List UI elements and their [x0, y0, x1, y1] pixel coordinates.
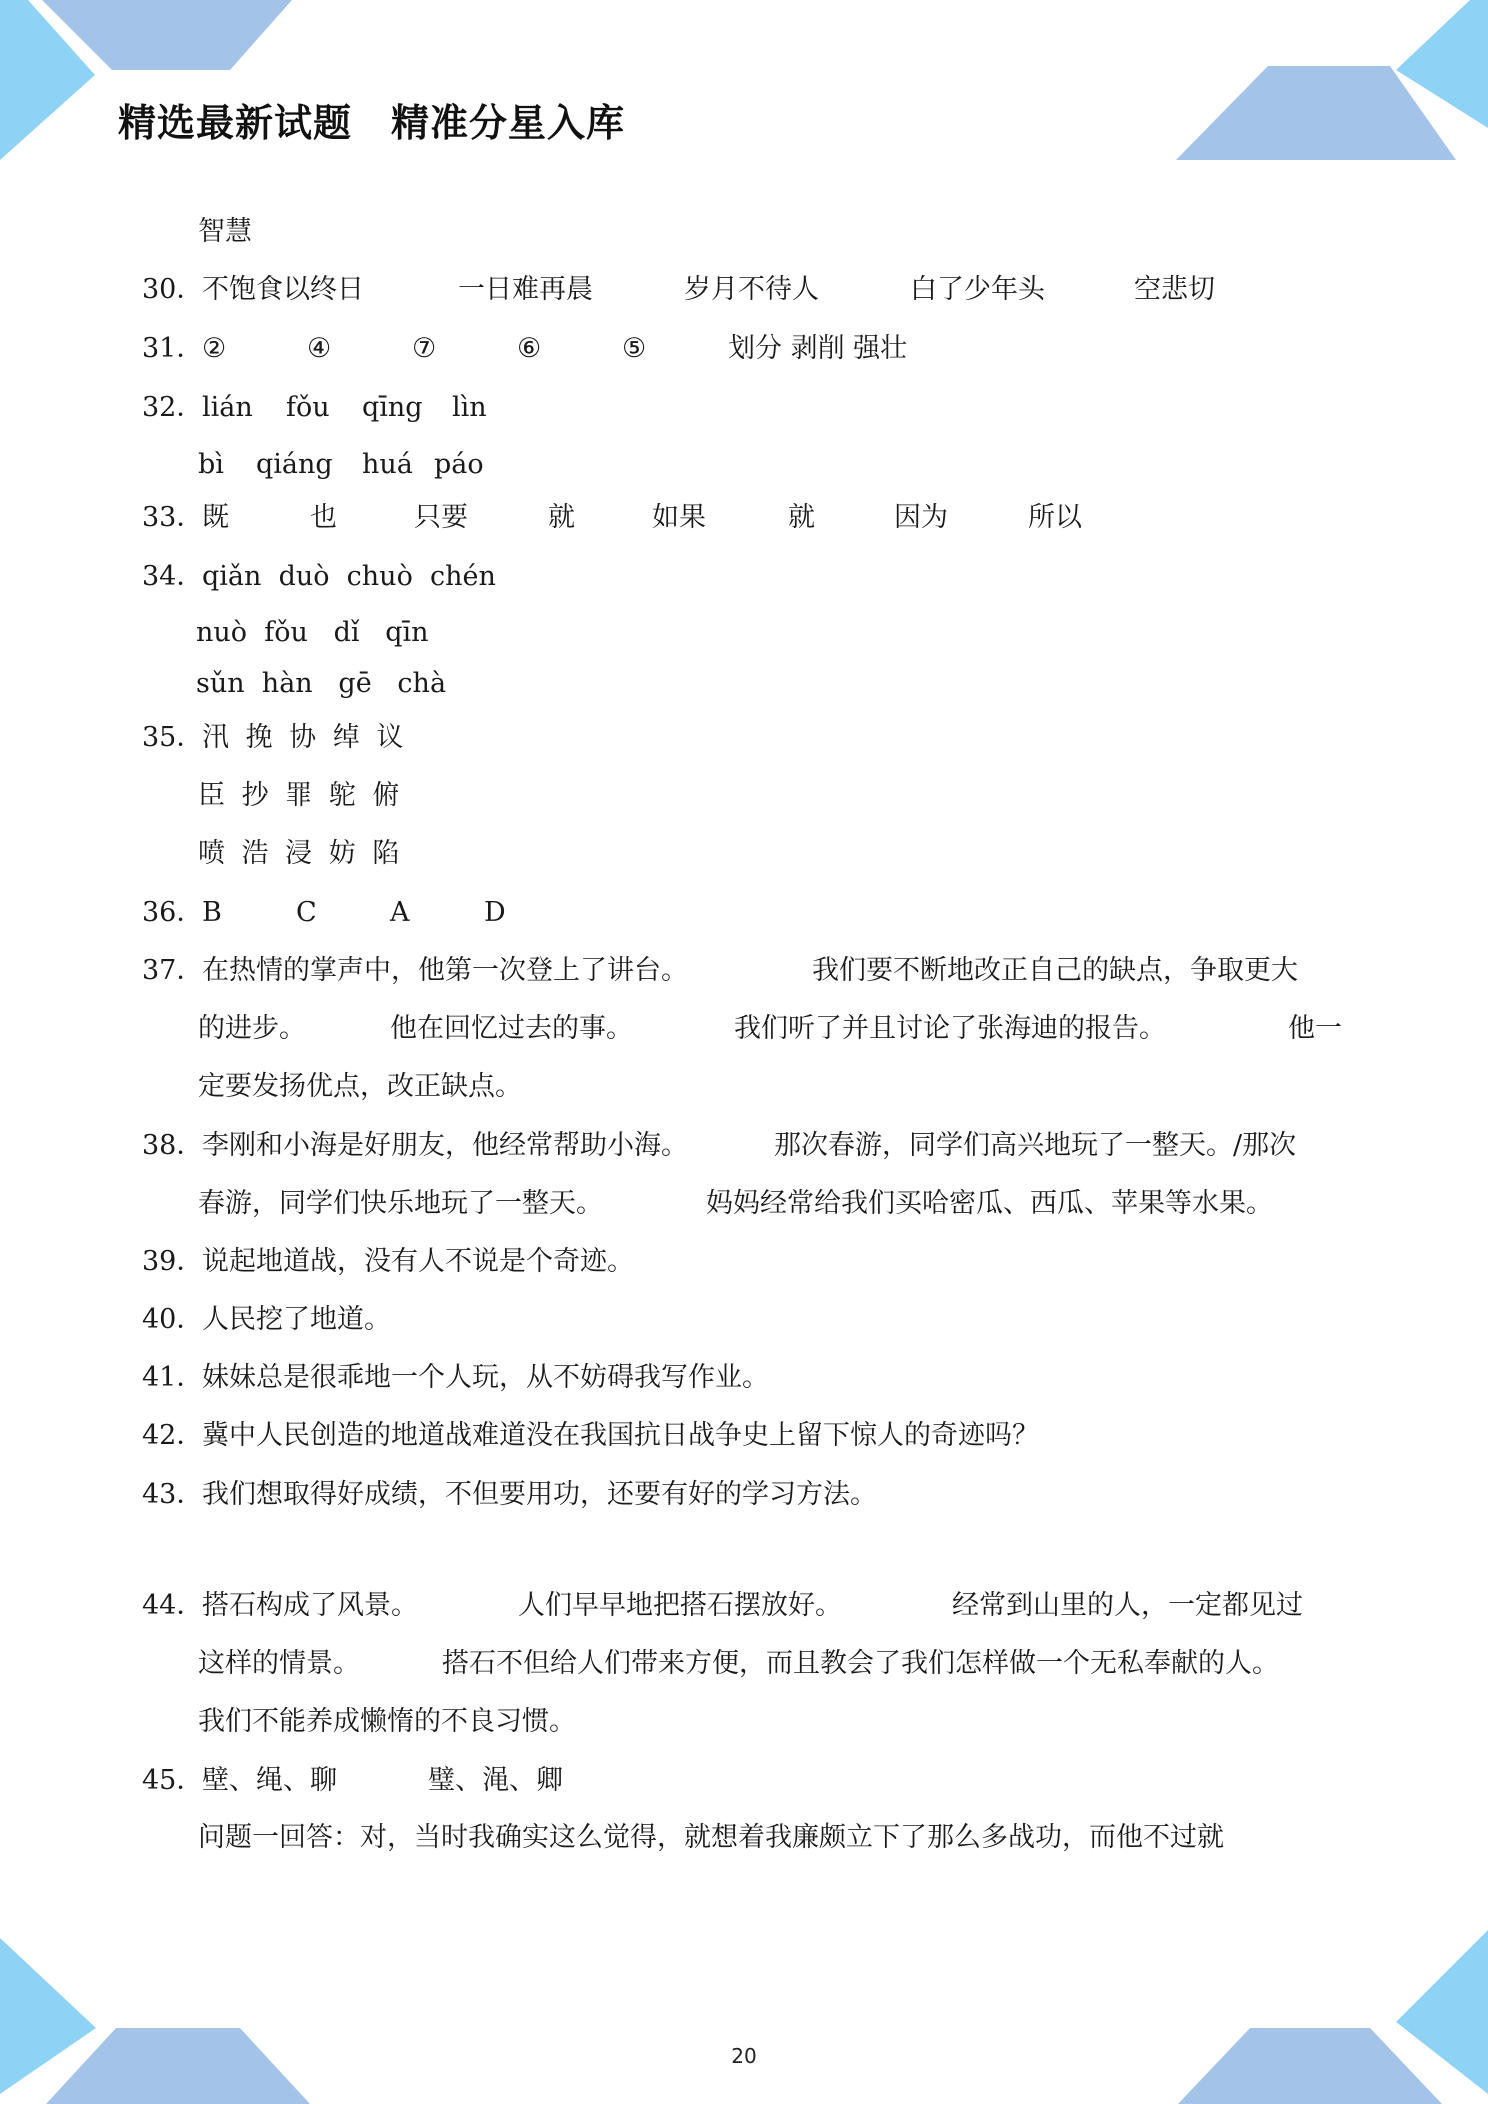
answer-item: 妈妈经常给我们买哈密瓜、西瓜、苹果等水果。 [706, 1188, 1273, 1219]
answer-item: 只要 [414, 502, 468, 533]
answer-item: 岁月不待人 [684, 274, 819, 305]
answer-item: 就 [548, 502, 575, 533]
answer-item: 这样的情景。 [198, 1648, 360, 1679]
answer-item: nuò fǒu dǐ qīn [196, 617, 429, 648]
answer-item: 就 [788, 502, 815, 533]
answer-item: A [390, 897, 410, 928]
answer-item: ⑦ [412, 333, 437, 364]
answer-item: 人们早早地把搭石摆放好。 [518, 1590, 842, 1621]
question-number: 39． [142, 1246, 204, 1277]
question-number: 43． [142, 1479, 204, 1510]
answer-item: 问题一回答：对，当时我确实这么觉得，就想着我廉颇立下了那么多战功，而他不过就 [198, 1822, 1224, 1853]
answer-item: 壁、绳、聊 [202, 1765, 337, 1796]
answer-item: 说起地道战，没有人不说是个奇迹。 [202, 1246, 634, 1277]
answer-item: B [202, 897, 222, 928]
answer-item: 那次春游，同学们高兴地玩了一整天。/那次 [774, 1130, 1297, 1161]
answer-item: 妹妹总是很乖地一个人玩，从不妨碍我写作业。 [202, 1362, 769, 1393]
answer-item: 所以 [1028, 502, 1082, 533]
answer-item: 搭石不但给人们带来方便，而且教会了我们怎样做一个无私奉献的人。 [442, 1648, 1279, 1679]
answer-item: fǒu [286, 392, 330, 423]
answer-item: qiáng [256, 449, 333, 480]
question-number: 38． [142, 1130, 204, 1161]
answer-item: 汛 挽 协 绰 议 [202, 722, 408, 753]
question-number: 34． [142, 561, 204, 592]
answer-item: 一日难再晨 [458, 274, 593, 305]
answer-item: 人民挖了地道。 [202, 1304, 391, 1335]
question-number: 32． [142, 392, 204, 423]
page-number: 20 [731, 2044, 757, 2068]
answer-item: ⑥ [517, 333, 542, 364]
answer-item: 如果 [652, 502, 706, 533]
answer-item: 搭石构成了风景。 [202, 1590, 418, 1621]
answer-item: huá [362, 449, 413, 480]
answer-item: ② [202, 333, 227, 364]
answer-item: 李刚和小海是好朋友，他经常帮助小海。 [202, 1130, 688, 1161]
question-number: 35． [142, 722, 204, 753]
answer-item: sǔn hàn gē chà [196, 668, 447, 699]
question-number: 36． [142, 897, 204, 928]
answer-item: 定要发扬优点，改正缺点。 [198, 1071, 522, 1102]
answer-item: C [296, 897, 317, 928]
question-number: 45． [142, 1765, 204, 1796]
answer-item: ④ [307, 333, 332, 364]
answer-item: 我们不能养成懒惰的不良习惯。 [198, 1706, 576, 1737]
answer-item: 因为 [894, 502, 948, 533]
question-number: 31． [142, 333, 204, 364]
question-number: 30． [142, 274, 204, 305]
answer-item: 空悲切 [1134, 274, 1215, 305]
question-number: 40． [142, 1304, 204, 1335]
answer-item: qiǎn duò chuò chén [202, 561, 496, 592]
question-number: 37． [142, 955, 204, 986]
answer-item: 也 [310, 502, 337, 533]
answer-item: 我们想取得好成绩，不但要用功，还要有好的学习方法。 [202, 1479, 877, 1510]
answer-item: 智慧 [198, 216, 252, 247]
answer-item: 他一 [1288, 1013, 1342, 1044]
answer-item: ⑤ [622, 333, 647, 364]
question-number: 41． [142, 1362, 204, 1393]
answer-item: 不饱食以终日 [202, 274, 364, 305]
answer-item: lìn [452, 392, 487, 423]
header-title: 精选最新试题 精准分星入库 [118, 101, 626, 145]
answer-item: 璧、渑、卿 [428, 1765, 563, 1796]
answer-item: 喷 浩 浸 妨 陷 [198, 838, 404, 869]
question-number: 42． [142, 1420, 204, 1451]
answer-item: 他在回忆过去的事。 [390, 1013, 633, 1044]
answer-item: 的进步。 [198, 1013, 306, 1044]
answer-item: 春游，同学们快乐地玩了一整天。 [198, 1188, 603, 1219]
question-number: 44． [142, 1590, 204, 1621]
question-number: 33． [142, 502, 204, 533]
answer-item: páo [434, 449, 484, 480]
answer-item: 既 [202, 502, 229, 533]
answer-item: 白了少年头 [910, 274, 1045, 305]
answer-item: 冀中人民创造的地道战难道没在我国抗日战争史上留下惊人的奇迹吗？ [202, 1420, 1039, 1451]
answer-item: 经常到山里的人，一定都见过 [952, 1590, 1303, 1621]
answer-item: 我们听了并且讨论了张海迪的报告。 [734, 1013, 1166, 1044]
answer-item: 我们要不断地改正自己的缺点，争取更大 [812, 955, 1298, 986]
answer-item: qīng [362, 392, 423, 423]
answer-item: 划分 剥削 强壮 [728, 333, 908, 364]
answer-item: 臣 抄 罪 鸵 俯 [198, 780, 404, 811]
answer-item: bì [198, 449, 224, 480]
answer-item: lián [202, 392, 253, 423]
answer-item: D [484, 897, 506, 928]
answer-item: 在热情的掌声中，他第一次登上了讲台。 [202, 955, 688, 986]
